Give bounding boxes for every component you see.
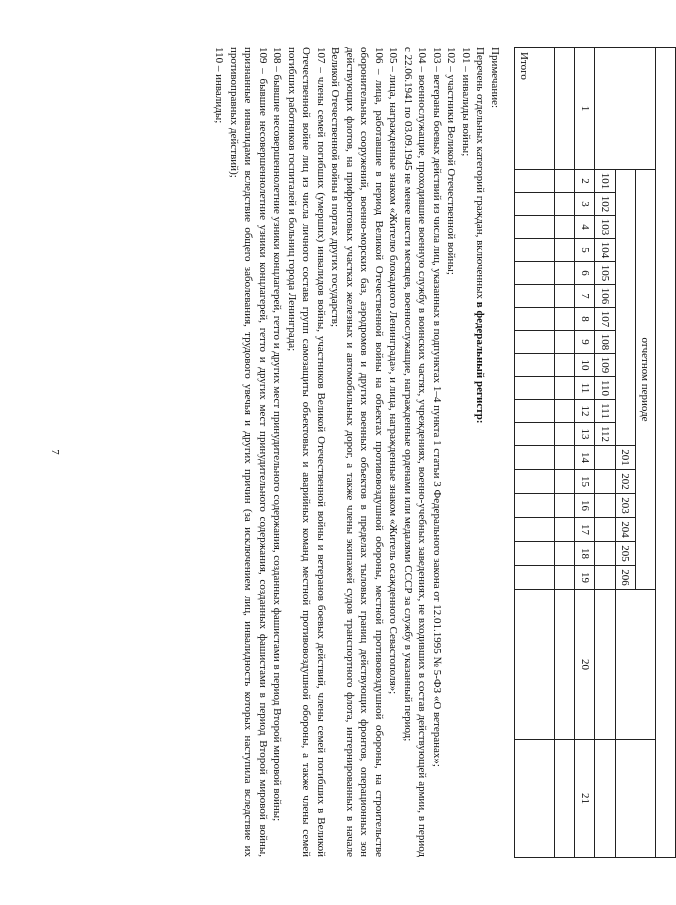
category-code-cell — [595, 494, 615, 518]
column-number-cell: 15 — [575, 470, 595, 494]
table-cell — [515, 566, 555, 590]
column-number-cell: 11 — [575, 377, 595, 400]
table-cell — [515, 193, 555, 216]
category-code-cell: 109 — [595, 354, 615, 377]
page-number: 7 — [49, 449, 61, 455]
table-cell — [515, 216, 555, 239]
notes-item: 105 – лица, награжденные знаком «Жителю блокадного Ленинграда», и лица, награжденные знаком «Житель осажденного Севастополя»; — [387, 47, 400, 695]
table-cell — [555, 400, 575, 423]
table-cell — [555, 423, 575, 446]
total-label: Итого — [515, 48, 555, 170]
category-code-cell — [595, 566, 615, 590]
category-code-cell: 101 — [595, 170, 615, 193]
table-cell — [555, 170, 575, 193]
group-code-cell: 201 — [615, 446, 635, 470]
table-cell — [515, 400, 555, 423]
table-cell — [555, 48, 575, 170]
report-table — [514, 47, 676, 858]
notes-item: 101 – инвалиды войны; — [460, 47, 472, 157]
table-cell — [555, 566, 575, 590]
category-code-cell: 102 — [595, 193, 615, 216]
notes-item: 106 – лица, работавшие в период Великой Отечественной войны на объектах противовоздушной обороны, местной противовоздушной обороны, на строительстве оборонительных сооружений, военно-морских баз, аэродромов и других военных объектов в пределах тыловых границ действующих фронтов, операционных зон действующих флотов, на прифронтовых участках железных и автомобильных дорог, а также члены экипажей судов транспортного флота, интернированных в начале Великой Отечественной войны в портах других государств; — [329, 47, 385, 857]
table-cell — [555, 446, 575, 470]
table-cell — [515, 423, 555, 446]
notes-item: 107 – члены семей погибших (умерших) инвалидов войны, участников Великой Отечественной войны и ветеранов боевых действий, члены семей погибших в Великой Отечественной войне лиц из числа личного состава групп самозащиты объектовых и аварийных команд местной противовоздушной обороны, а также члены семей погибших работников госпиталей и больниц города Ленинграда; — [286, 47, 327, 857]
header-empty-20 — [615, 590, 655, 740]
group-code-cell: 204 — [615, 518, 635, 542]
column-number-cell: 13 — [575, 423, 595, 446]
category-code-cell: 104 — [595, 239, 615, 262]
table-cell — [555, 740, 575, 858]
table-cell — [555, 354, 575, 377]
column-number-cell: 5 — [575, 239, 595, 262]
table-cell — [515, 285, 555, 308]
notes-section — [212, 47, 502, 857]
table-cell — [515, 470, 555, 494]
notes-item: 102 – участники Великой Отечественной войны; — [445, 47, 458, 275]
notes-item: 108 – бывшие несовершеннолетние узники концлагерей, гетто и других мест принудительного содержания, созданных фашистами в период Второй мировой войны; — [271, 47, 284, 822]
column-number-cell: 18 — [575, 542, 595, 566]
column-number-cell: 1 — [575, 48, 595, 170]
category-code-cell — [595, 740, 615, 858]
notes-item: 104 – военнослужащие, проходившие военную службу в воинских частях, учреждениях, военно-учебных заведениях, не входивших в состав действующей армии, в период с 22.06.1941 по 03.09.1945 не менее шести месяцев, военнослужащие, награжденные орденами или медалями СССР за службу в указанный период; — [402, 47, 429, 857]
column-number-cell: 21 — [575, 740, 595, 858]
table-cell — [555, 518, 575, 542]
table-cell — [555, 216, 575, 239]
table-cell — [555, 590, 575, 740]
table-cell — [555, 331, 575, 354]
category-code-cell: 108 — [595, 331, 615, 354]
notes-item: 109 – бывшие несовершеннолетние узники концлагерей, гетто и других мест принудительного содержания, созданных фашистами в период Второй мировой войны, признанные инвалидами вследствие общего заболевания, трудового увечья и других причин (за исключением лиц, инвалидность которых наступила вследствие их противоправных действий); — [228, 47, 269, 857]
header-corner-cell — [595, 48, 655, 170]
table-cell — [555, 377, 575, 400]
column-number-cell: 17 — [575, 518, 595, 542]
column-number-cell: 6 — [575, 262, 595, 285]
table-cell — [515, 446, 555, 470]
table-cell — [515, 542, 555, 566]
group-code-cell: 205 — [615, 542, 635, 566]
header-empty-21 — [615, 740, 655, 858]
category-code-cell — [595, 446, 615, 470]
table-cell — [515, 377, 555, 400]
rotated-page-content — [116, 47, 676, 857]
category-code-cell: 103 — [595, 216, 615, 239]
notes-item: 110 – инвалиды; — [213, 47, 226, 124]
category-code-cell: 105 — [595, 262, 615, 285]
column-number-cell: 20 — [575, 590, 595, 740]
notes-title: Примечание: — [489, 47, 501, 109]
column-number-cell: 2 — [575, 170, 595, 193]
table-cell — [555, 193, 575, 216]
table-cell — [515, 518, 555, 542]
column-number-cell: 19 — [575, 566, 595, 590]
table-cell — [555, 262, 575, 285]
column-number-cell: 3 — [575, 193, 595, 216]
column-number-cell: 12 — [575, 400, 595, 423]
group-code-cell: 203 — [615, 494, 635, 518]
notes-intro-text: Перечень отдельных категорий граждан, включенных — [474, 47, 487, 302]
table-cell — [555, 542, 575, 566]
notes-intro — [473, 47, 488, 857]
category-code-cell: 112 — [595, 423, 615, 446]
category-code-cell: 106 — [595, 285, 615, 308]
table-cell — [555, 494, 575, 518]
header-group-blank-left — [615, 170, 635, 446]
category-code-cell: 111 — [595, 400, 615, 423]
column-number-cell: 9 — [575, 331, 595, 354]
table-cell — [515, 331, 555, 354]
category-code-cell: 107 — [595, 308, 615, 331]
group-code-cell: 202 — [615, 470, 635, 494]
column-number-cell: 8 — [575, 308, 595, 331]
table-cell — [555, 470, 575, 494]
period-header: отчетном периоде — [635, 170, 655, 590]
group-code-cell: 206 — [615, 566, 635, 590]
column-number-cell: 14 — [575, 446, 595, 470]
category-code-cell — [595, 590, 615, 740]
notes-intro-bold: в федеральный регистр: — [474, 301, 487, 424]
column-number-cell: 7 — [575, 285, 595, 308]
table-cell — [515, 494, 555, 518]
notes-item: 103 – ветераны боевых действий из числа лиц, указанных в подпунктах 1–4 пункта 1 статьи 3 Федерального закона от 12.01.1995 № 5-ФЗ «О ветеранах»; — [431, 47, 443, 767]
table-cell — [515, 740, 555, 858]
category-code-cell — [595, 518, 615, 542]
category-code-cell — [595, 470, 615, 494]
table-cell — [515, 308, 555, 331]
column-number-cell: 4 — [575, 216, 595, 239]
category-code-cell — [595, 542, 615, 566]
header-blank-row — [655, 48, 675, 858]
table-cell — [555, 285, 575, 308]
table-cell — [515, 354, 555, 377]
category-code-cell: 110 — [595, 377, 615, 400]
table-cell — [515, 239, 555, 262]
table-cell — [515, 590, 555, 740]
column-number-cell: 10 — [575, 354, 595, 377]
table-cell — [515, 170, 555, 193]
table-cell — [555, 239, 575, 262]
table-cell — [515, 262, 555, 285]
column-number-cell: 16 — [575, 494, 595, 518]
table-cell — [555, 308, 575, 331]
